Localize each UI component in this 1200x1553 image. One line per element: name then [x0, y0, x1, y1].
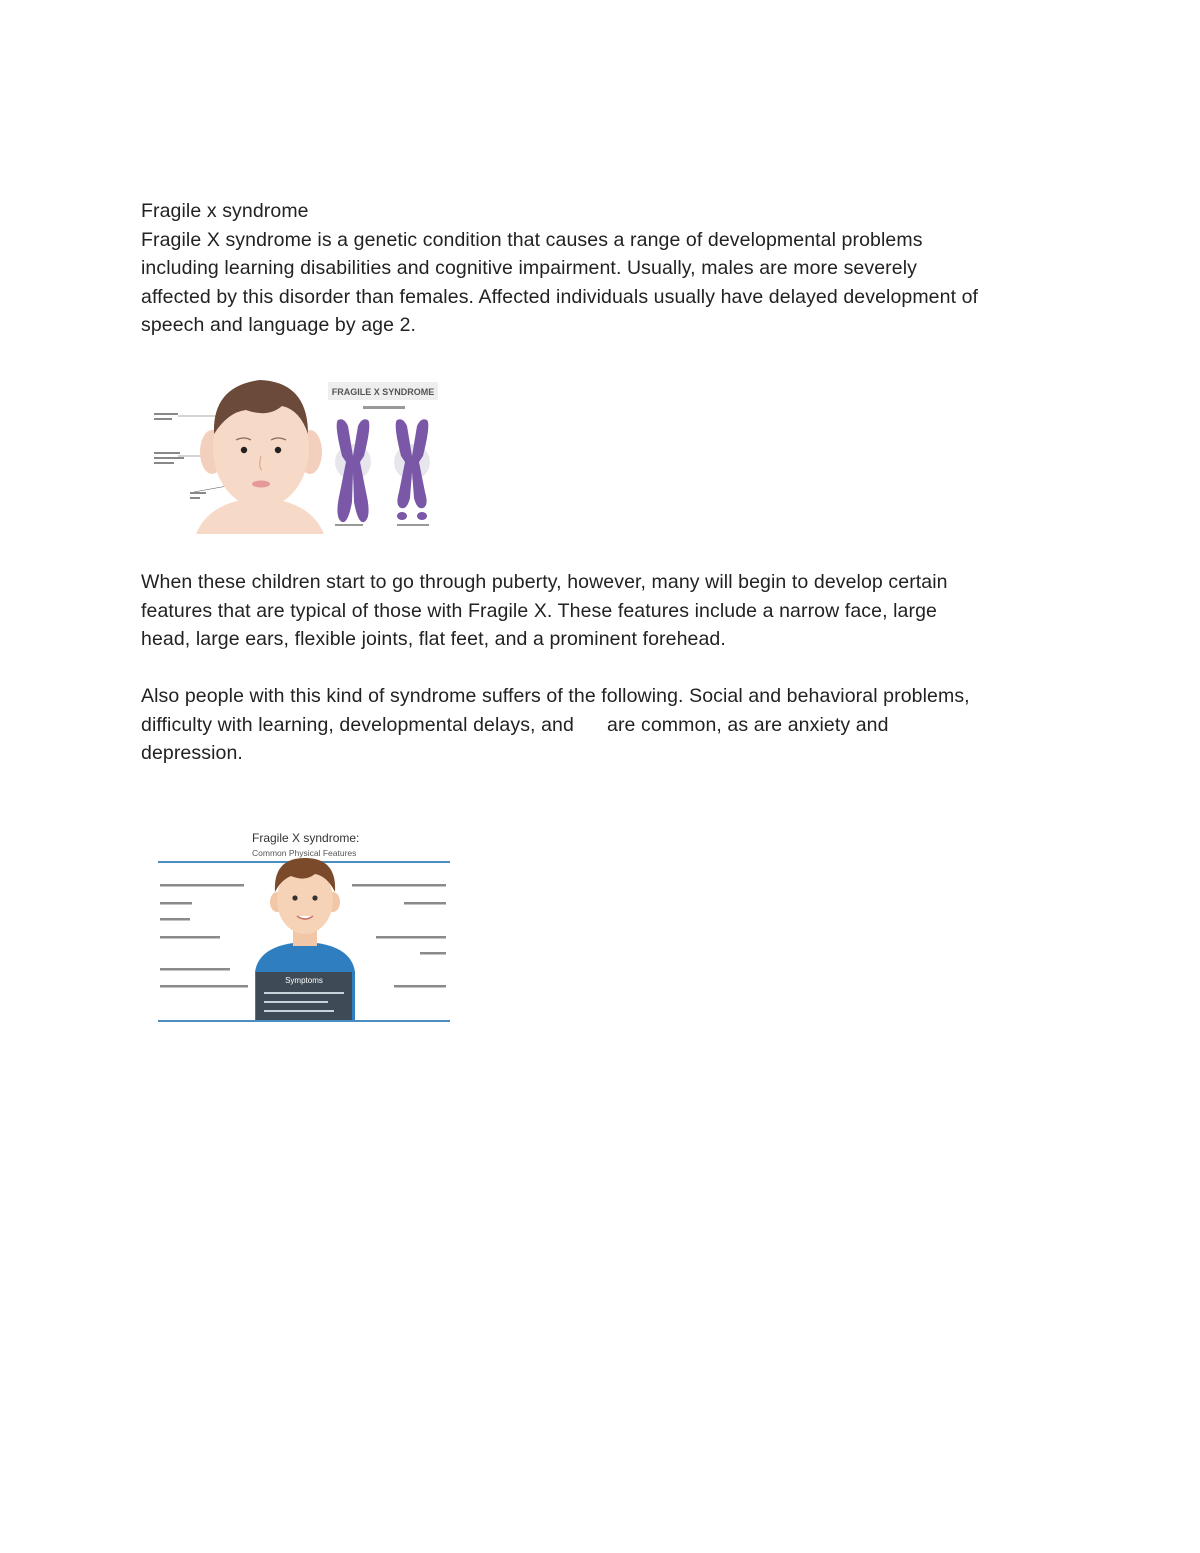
infographic-title: Fragile X syndrome: [252, 831, 360, 845]
chromosome-caption [335, 524, 363, 526]
puberty-section [141, 568, 1081, 654]
mouth [252, 481, 270, 488]
chromosome-subheader [363, 406, 405, 409]
feature-labels-left [160, 884, 248, 988]
right-eye [275, 447, 281, 453]
face-chromosome-illustration [150, 372, 445, 534]
fragile-site [397, 512, 407, 520]
physical-features-infographic [155, 826, 453, 1026]
left-eye [241, 447, 247, 453]
symptoms-line: difficulty with learning, developmental delays, and are common, as are anxiety and [141, 713, 889, 736]
fragile-site [417, 512, 427, 520]
symptoms-panel-title: Symptoms [285, 976, 323, 985]
symptoms-line: Also people with this kind of syndrome suffers of the following. Social and behavioral problems, [141, 685, 970, 707]
intro-line: Fragile X syndrome is a genetic condition that causes a range of developmental problems [141, 228, 923, 251]
symptoms-section [141, 682, 1081, 768]
puberty-line: head, large ears, flexible joints, flat feet, and a prominent forehead. [141, 628, 726, 650]
physical-features-figure [155, 826, 453, 1026]
document-title: Fragile x syndrome [141, 200, 309, 222]
infographic-subtitle: Common Physical Features [252, 848, 357, 858]
intro-line: speech and language by age 2. [141, 314, 417, 336]
intro-section [141, 197, 1081, 340]
puberty-line: features that are typical of those with Fragile X. These features include a narrow face, large [141, 599, 937, 622]
intro-line: affected by this disorder than females. Affected individuals usually have delayed development of [141, 285, 979, 308]
feature-labels-right [352, 884, 446, 988]
boy-right-eye [312, 895, 317, 900]
chromosome-header: FRAGILE X SYNDROME [331, 387, 435, 397]
intro-line: including learning disabilities and cognitive impairment. Usually, males are more severely [141, 257, 917, 279]
puberty-line: When these children start to go through puberty, however, many will begin to develop certain [141, 571, 948, 593]
symptoms-line: depression. [141, 742, 243, 764]
chromosome-caption [397, 524, 429, 526]
boy-left-eye [292, 895, 297, 900]
face-chromosome-figure [150, 372, 445, 534]
